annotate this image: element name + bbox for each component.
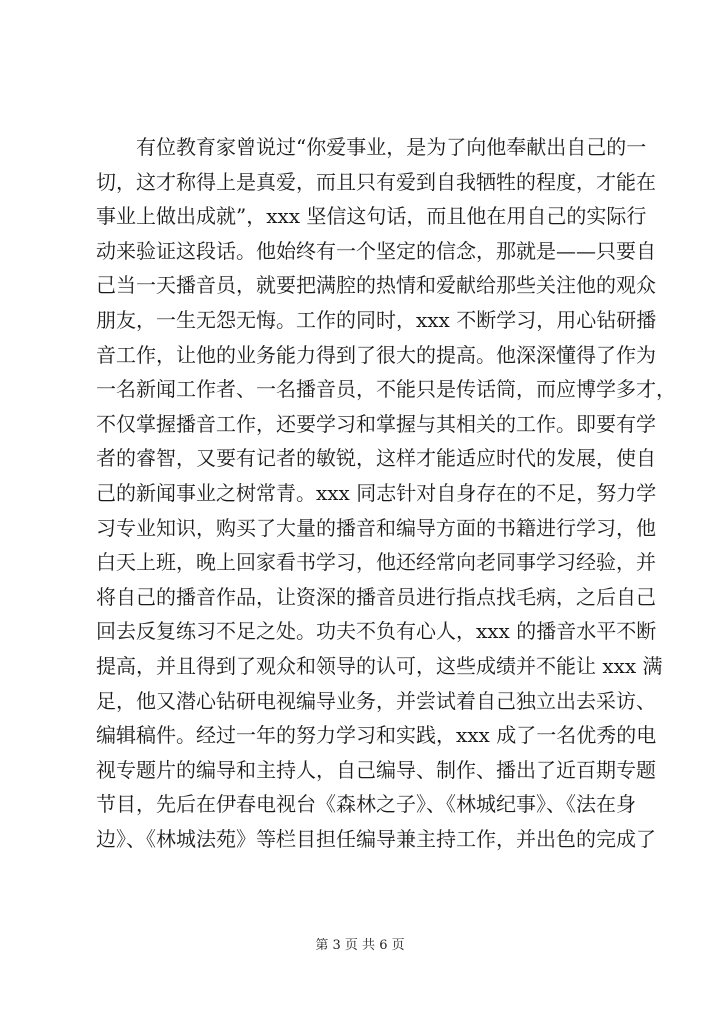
paragraph-line: 习专业知识，购买了大量的播音和编导方面的书籍进行学习，他	[96, 515, 656, 540]
page-number-footer: 第 3 页 共 6 页	[315, 938, 405, 953]
paragraph-line: 朋友，一生无怨无悔。工作的同时，xxx 不断学习，用心钻研播	[96, 307, 657, 332]
paragraph-line: 边》、《林城法苑》等栏目担任编导兼主持工作，并出色的完成了	[96, 826, 656, 851]
paragraph-line: 回去反复练习不足之处。功夫不负有心人，xxx 的播音水平不断	[96, 619, 657, 644]
body-paragraph	[96, 130, 676, 856]
paragraph-line: 一名新闻工作者、一名播音员，不能只是传话筒，而应博学多才，	[96, 377, 676, 402]
paragraph-line: 音工作，让他的业务能力得到了很大的提高。他深深懂得了作为	[96, 342, 656, 367]
paragraph-line: 编辑稿件。经过一年的努力学习和实践，xxx 成了一名优秀的电	[96, 723, 657, 748]
paragraph-line: 提高，并且得到了观众和领导的认可，这些成绩并不能让 xxx 满	[96, 653, 663, 678]
paragraph-line: 足，他又潜心钻研电视编导业务，并尝试着自己独立出去采访、	[96, 688, 656, 713]
paragraph-line: 事业上做出成就”，xxx 坚信这句话，而且他在用自己的实际行	[96, 204, 647, 229]
paragraph-line: 白天上班，晚上回家看书学习，他还经常向老同事学习经验，并	[96, 550, 656, 575]
paragraph-line: 不仅掌握播音工作，还要学习和掌握与其相关的工作。即要有学	[96, 411, 656, 436]
paragraph-line: 将自己的播音作品，让资深的播音员进行指点找毛病，之后自己	[96, 584, 656, 609]
paragraph-line: 者的睿智，又要有记者的敏锐，这样才能适应时代的发展，使自	[96, 446, 656, 471]
paragraph-line: 节目，先后在伊春电视台《森林之子》、《林城纪事》、《法在身	[96, 792, 636, 817]
paragraph-line: 视专题片的编导和主持人，自己编导、制作、播出了近百期专题	[96, 757, 656, 782]
paragraph-line: 有位教育家曾说过“你爱事业，是为了向他奉献出自己的一	[136, 135, 647, 159]
paragraph-line: 己当一天播音员，就要把满腔的热情和爱献给那些关注他的观众	[96, 273, 656, 298]
paragraph-line: 动来验证这段话。他始终有一个坚定的信念，那就是——只要自	[96, 238, 656, 263]
paragraph-line: 切，这才称得上是真爱，而且只有爱到自我牺牲的程度，才能在	[96, 169, 656, 194]
paragraph-line: 己的新闻事业之树常青。xxx 同志针对自身存在的不足，努力学	[96, 480, 657, 505]
